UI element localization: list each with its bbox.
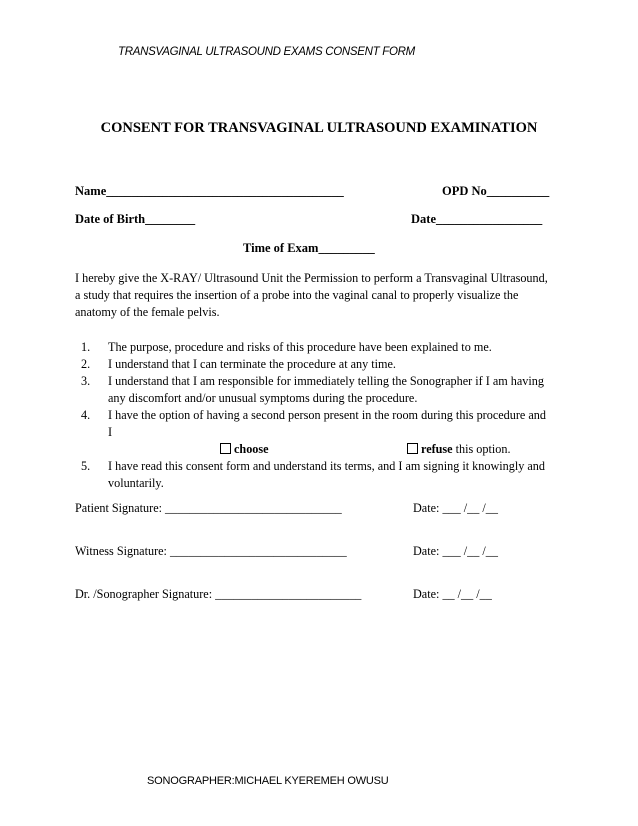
list-item: [75, 339, 565, 356]
list-item: [75, 407, 565, 458]
refuse-label-rest: this option.: [452, 442, 511, 456]
intro-paragraph: [75, 270, 565, 321]
list-text: I: [108, 425, 113, 439]
time-field: Time of Exam_________: [243, 241, 375, 255]
list-item: [75, 458, 565, 492]
list-text: I have the option of having a second person present in the room during this procedure and: [108, 408, 546, 422]
list-number: 2.: [81, 357, 91, 371]
list-text: I understand that I can terminate the procedure at any time.: [108, 357, 396, 371]
list-number: 3.: [81, 374, 91, 388]
list-text: voluntarily.: [108, 476, 164, 490]
intro-line: I hereby give the X-RAY/ Ultrasound Unit the Permission to perform a Transvaginal Ultrasound,: [75, 271, 548, 285]
list-number: 5.: [81, 459, 91, 473]
choice-row: [108, 441, 565, 458]
intro-line: a study that requires the insertion of a probe into the vaginal canal to properly visualize the: [75, 288, 519, 302]
choose-option[interactable]: [220, 441, 269, 458]
list-number: 4.: [81, 408, 91, 422]
date-field: Date_________________: [411, 212, 543, 226]
name-field: Name______________________________________: [75, 184, 344, 198]
checkbox-icon[interactable]: [220, 443, 231, 454]
list-item: [75, 356, 565, 373]
refuse-label: refuse: [421, 442, 453, 456]
witness-signature-line: Witness Signature: _____________________________: [75, 544, 347, 558]
checkbox-icon[interactable]: [407, 443, 418, 454]
patient-signature-line: Patient Signature: _____________________________: [75, 501, 342, 515]
document-title: CONSENT FOR TRANSVAGINAL ULTRASOUND EXAMINATION: [100, 120, 538, 136]
witness-date-line: Date: ___ /__ /__: [413, 544, 498, 558]
refuse-option[interactable]: [407, 441, 511, 458]
patient-date-line: Date: ___ /__ /__: [413, 501, 498, 515]
dob-field: Date of Birth________: [75, 212, 196, 226]
list-item: [75, 373, 565, 407]
page-footer: SONOGRAPHER:MICHAEL KYEREMEH OWUSU: [147, 775, 389, 787]
consent-list: [75, 339, 565, 492]
list-number: 1.: [81, 340, 91, 354]
choose-label: choose: [234, 442, 269, 456]
running-header: TRANSVAGINAL ULTRASOUND EXAMS CONSENT FORM: [118, 46, 415, 58]
opd-field: OPD No__________: [442, 184, 550, 198]
list-text: I have read this consent form and understand its terms, and I am signing it knowingly and: [108, 459, 545, 473]
doctor-date-line: Date: __ /__ /__: [413, 587, 492, 601]
list-text: The purpose, procedure and risks of this procedure have been explained to me.: [108, 340, 492, 354]
list-text: I understand that I am responsible for immediately telling the Sonographer if I am having: [108, 374, 544, 388]
intro-line: anatomy of the female pelvis.: [75, 305, 220, 319]
doctor-signature-line: Dr. /Sonographer Signature: ________________________: [75, 587, 362, 601]
list-text: any discomfort and/or unusual symptoms during the procedure.: [108, 391, 418, 405]
